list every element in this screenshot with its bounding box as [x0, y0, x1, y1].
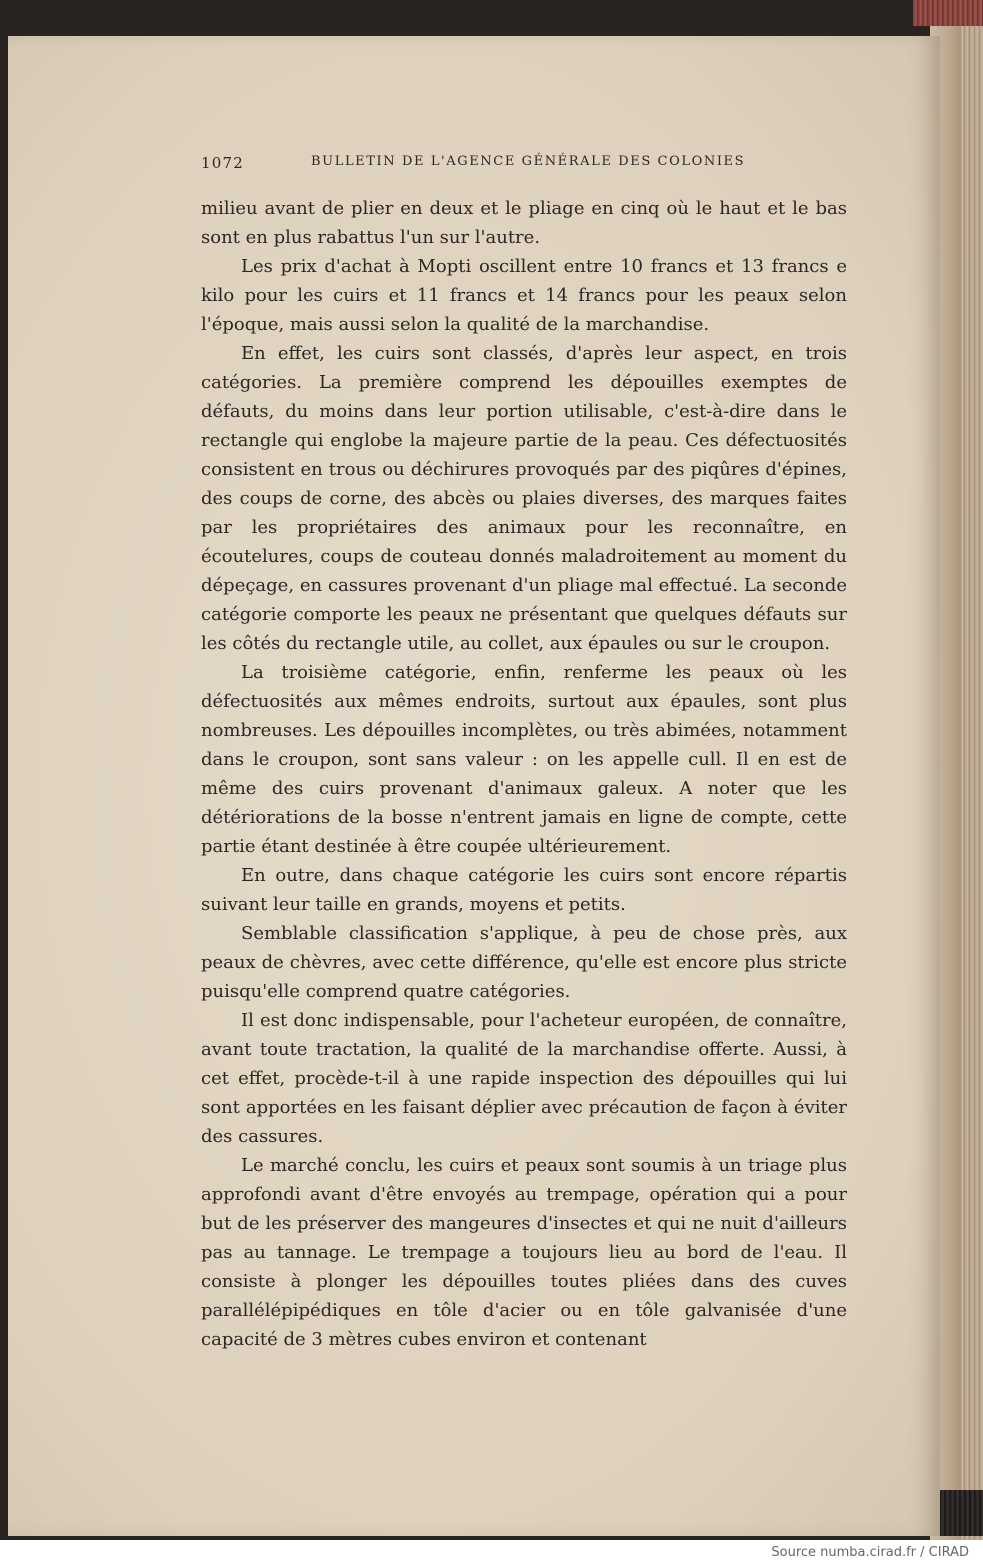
page-number: 1072: [201, 154, 244, 172]
running-title: BULLETIN DE L'AGENCE GÉNÉRALE DES COLONIES: [311, 154, 746, 169]
paragraph: En outre, dans chaque catégorie les cuirs sont encore répartis suivant leur taille en grands, moyens et petits.: [201, 865, 847, 915]
paragraph: En effet, les cuirs sont classés, d'après leur aspect, en trois catégories. La première comprend les dépouilles exemptes de défauts, du moins dans leur portion utilisable, c'est-à-dire dans le rectangle qui englobe la majeure partie de la peau. Ces défectuosités consistent en trous ou déchirures provoqués par des piqûres d'épines, des coups de corne, des abcès ou plaies diverses, des marques faites par les propriétaires des animaux pour les reconnaître, en écoutelures, coups de couteau donnés maladroitement au moment du dépeçage, en cassures provenant d'un pliage mal effectué. La seconde catégorie comporte les peaux ne présentant que quelques défauts sur les côtés du rectangle utile, au collet, aux épaules ou sur le croupon.: [201, 343, 847, 654]
paragraph: Il est donc indispensable, pour l'acheteur européen, de connaître, avant toute tractation, la qualité de la marchandise offerte. Aussi, à cet effet, procède-t-il à une rapide inspection des dépouilles qui lui sont apportées en les faisant déplier avec précaution de façon à éviter des cassures.: [201, 1010, 847, 1147]
paragraph: Semblable classification s'applique, à peu de chose près, aux peaux de chèvres, avec cette différence, qu'elle est encore plus stricte puisqu'elle comprend quatre catégories.: [201, 923, 847, 1002]
bookmark-ribbon-bottom: [935, 1490, 983, 1536]
paragraph: La troisième catégorie, enfin, renferme les peaux où les défectuosités aux mêmes endroits, surtout aux épaules, sont plus nombreuses. Les dépouilles incomplètes, ou très abimées, notamment dans le croupon, sont sans valeur : on les appelle cull. Il en est de même des cuirs provenant d'animaux galeux. A noter que les détériorations de la bosse n'entrent jamais en ligne de compte, cette partie étant destinée à être coupée ultérieurement.: [201, 662, 847, 857]
body-text: [201, 194, 847, 1354]
running-header: [201, 154, 847, 178]
source-credit: Source numba.cirad.fr / CIRAD: [771, 1545, 969, 1560]
bookmark-ribbon-top: [913, 0, 983, 26]
page-content: [201, 154, 847, 1354]
paragraph: Les prix d'achat à Mopti oscillent entre 10 francs et 13 francs e kilo pour les cuirs et 11 francs et 14 francs pour les peaux selon l'époque, mais aussi selon la qualité de la marchandise.: [201, 256, 847, 335]
paragraph: milieu avant de plier en deux et le pliage en cinq où le haut et le bas sont en plus rabattus l'un sur l'autre.: [201, 198, 847, 248]
page-edge-stripes: [961, 0, 983, 1540]
paragraph: Le marché conclu, les cuirs et peaux sont soumis à un triage plus approfondi avant d'être envoyés au trempage, opération qui a pour but de les préserver des mangeures d'insectes et qui ne nuit d'ailleurs pas au tannage. Le trempage a toujours lieu au bord de l'eau. Il consiste à plonger les dépouilles toutes pliées dans des cuves parallélépipédiques en tôle d'acier ou en tôle galvanisée d'une capacité de 3 mètres cubes environ et contenant: [201, 1155, 847, 1350]
scanned-page: [8, 36, 940, 1536]
